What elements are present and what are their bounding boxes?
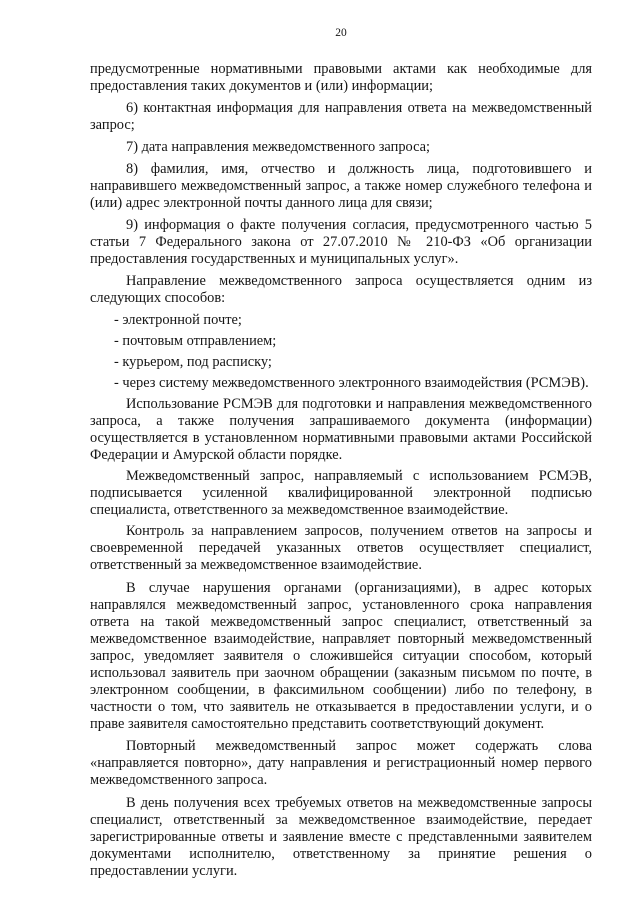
paragraph-control: Контроль за направлением запросов, получением ответов на запросы и своевременной передачей указанных ответов осуществляет специалист, ответственный за межведомственное взаимодействие. <box>90 523 592 573</box>
method-post: - почтовым отправлением; <box>114 333 277 349</box>
list-item-8: 8) фамилия, имя, отчество и должность лица, подготовившего и направившего межведомственный запрос, а также номер служебного телефона и (или) адрес электронной почты данного лица для связи; <box>90 161 592 211</box>
page-number: 20 <box>335 27 347 39</box>
method-courier: - курьером, под расписку; <box>114 354 272 370</box>
paragraph-request-methods: Направление межведомственного запроса осуществляется одним из следующих способов: <box>90 273 592 306</box>
paragraph-responses-received: В день получения всех требуемых ответов на межведомственные запросы специалист, ответственный за межведомственное взаимодействие, передает зарегистрированные ответы и заявление вместе с представленными заявителем документами исполнителю, ответственному за принятие решения о предоставлении услуги. <box>90 795 592 879</box>
list-item-6: 6) контактная информация для направления ответа на межведомственный запрос; <box>90 100 592 133</box>
paragraph-continuation: предусмотренные нормативными правовыми актами как необходимые для предоставления таких документов и (или) информации; <box>90 61 592 94</box>
list-item-9: 9) информация о факте получения согласия, предусмотренного частью 5 статьи 7 Федерального закона от 27.07.2010 № 210-ФЗ «Об организации предоставления государственных и муниципальных услуг». <box>90 217 592 267</box>
paragraph-repeat-request: Повторный межведомственный запрос может содержать слова «направляется повторно», дату направления и регистрационный номер первого межведомственного запроса. <box>90 738 592 788</box>
method-email: - электронной почте; <box>114 312 242 328</box>
paragraph-rsmev-usage: Использование РСМЭВ для подготовки и направления межведомственного запроса, а также получения запрашиваемого документа (информации) осуществляется в установленном нормативными правовыми актами Российской Федерации и Амурской области порядке. <box>90 396 592 463</box>
list-item-7: 7) дата направления межведомственного запроса; <box>126 139 431 155</box>
method-rsmev: - через систему межведомственного электронного взаимодействия (РСМЭВ). <box>114 375 589 391</box>
paragraph-violation: В случае нарушения органами (организациями), в адрес которых направлялся межведомственный запрос, установленного срока направления ответа на такой межведомственный запрос специалист, ответственный за межведомственное взаимодействие, направляет повторный межведомственный запрос, уведомляет заявителя о сложившейся ситуации способом, который использовал заявитель при заочном обращении (заказным письмом по почте, в электронном сообщении, в факсимильном сообщении) либо по телефону, в частности о том, что заявитель не отказывается в предоставлении услуги, и о праве заявителя самостоятельно представить соответствующий документ. <box>90 580 592 732</box>
paragraph-signature: Межведомственный запрос, направляемый с использованием РСМЭВ, подписывается усиленной квалифицированной электронной подписью специалиста, ответственного за межведомственное взаимодействие. <box>90 468 592 518</box>
